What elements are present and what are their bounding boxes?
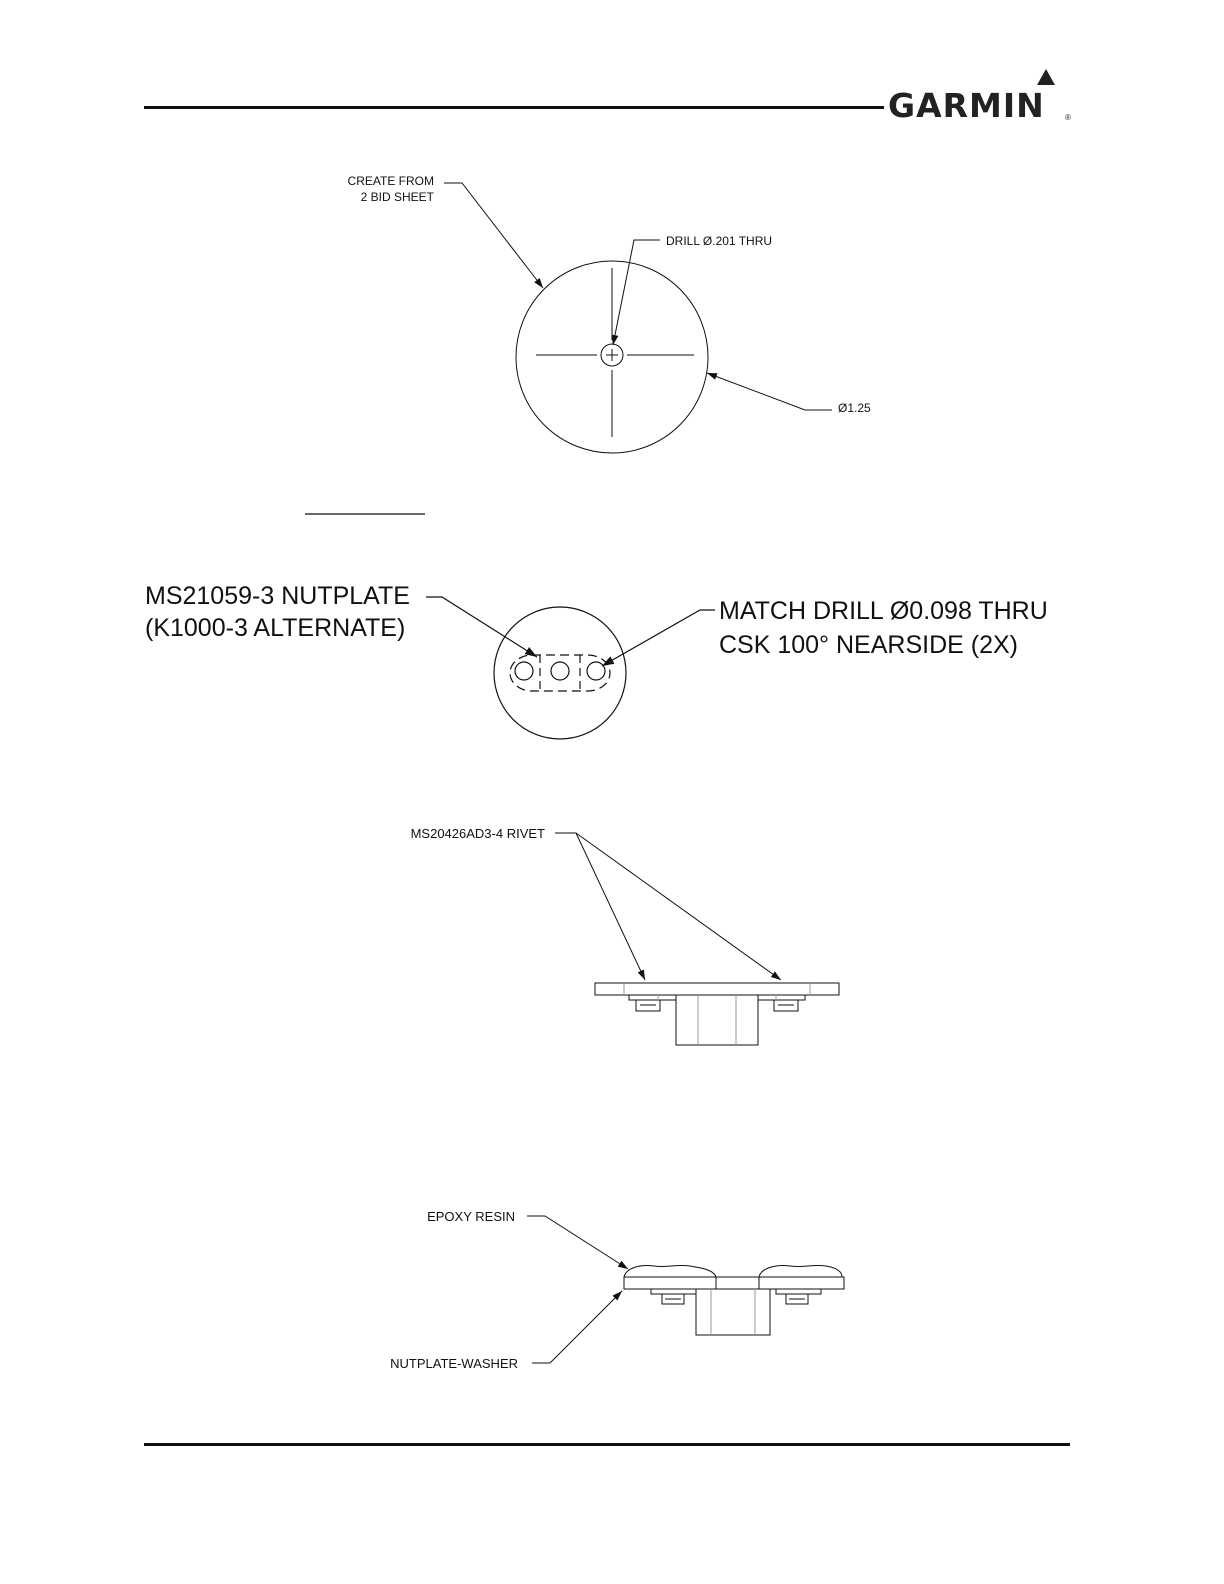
- leader-rivet: [576, 833, 781, 980]
- washer-plate: [624, 1277, 844, 1289]
- leader-rivet: [555, 833, 645, 980]
- logo-text: GARMIN: [888, 86, 1045, 125]
- epoxy-blob-right: [759, 1265, 842, 1277]
- label-diameter: Ø1.25: [838, 401, 871, 415]
- label-nutplate-line2: (K1000-3 ALTERNATE): [145, 614, 406, 642]
- label-rivet: MS20426AD3-4 RIVET: [410, 826, 545, 841]
- label-epoxy: EPOXY RESIN: [427, 1209, 515, 1224]
- label-match-drill-line1: MATCH DRILL Ø0.098 THRU: [719, 597, 1048, 625]
- label-drill: DRILL Ø.201 THRU: [666, 234, 773, 248]
- nutplate-tab-left: [651, 1289, 696, 1294]
- figure-rivet-side-view: [555, 833, 839, 1045]
- leader-diameter: [707, 373, 832, 410]
- leader-create: [444, 183, 543, 288]
- leader-drill: [613, 240, 660, 345]
- leader-washer: [532, 1291, 622, 1363]
- rivet-hole-right: [587, 662, 605, 680]
- nutplate-tab-right: [776, 1289, 821, 1294]
- nutplate-tab-left: [629, 995, 676, 1000]
- footer-rule: [144, 1443, 1070, 1446]
- epoxy-blob-left: [624, 1265, 716, 1277]
- label-create-line1: CREATE FROM: [347, 174, 434, 188]
- label-create-line2: 2 BID SHEET: [360, 190, 434, 204]
- figure-epoxy-side-view: [527, 1216, 844, 1363]
- figure-nutplate-top: [426, 597, 715, 739]
- leader-epoxy: [527, 1216, 628, 1269]
- figure-washer-disc: [444, 183, 832, 453]
- label-match-drill-line2: CSK 100° NEARSIDE (2X): [719, 631, 1018, 659]
- leader-match-drill: [602, 610, 715, 666]
- label-washer: NUTPLATE-WASHER: [390, 1356, 518, 1371]
- rivet-hole-left: [515, 662, 533, 680]
- label-nutplate-line1: MS21059-3 NUTPLATE: [145, 582, 410, 610]
- nutplate-tab-right: [758, 995, 805, 1000]
- washer-outline: [494, 607, 626, 739]
- washer-plate: [595, 983, 839, 995]
- nut-body: [676, 995, 758, 1045]
- nutplate-outline: [510, 655, 610, 691]
- nut-center-hole: [551, 662, 569, 680]
- leader-nutplate: [426, 597, 537, 657]
- nut-body: [696, 1289, 770, 1335]
- logo-registered-mark: ®: [1065, 113, 1071, 122]
